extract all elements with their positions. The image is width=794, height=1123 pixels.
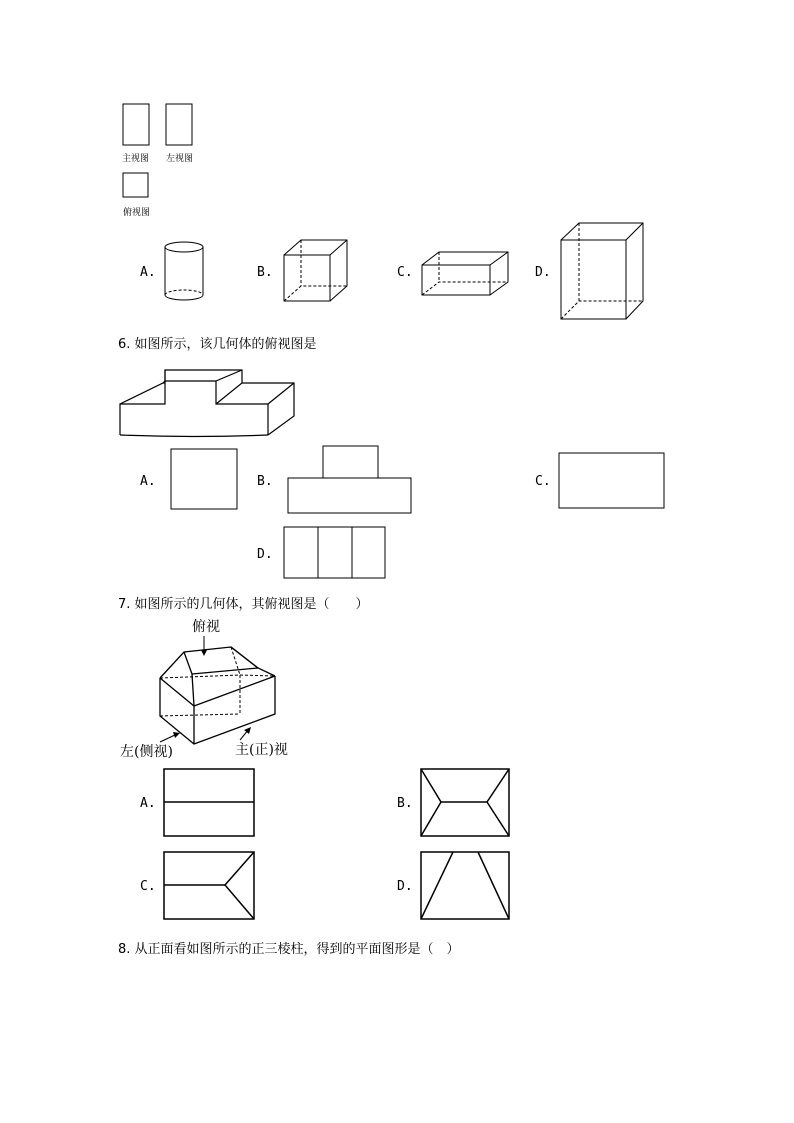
q7-front-view-label: 主(正)视 (235, 742, 288, 758)
q5-option-b-cube[interactable] (282, 238, 350, 304)
q6-option-d-label[interactable]: D. (257, 547, 273, 562)
left-view-figure (165, 103, 195, 147)
q7-left-view-label: 左(侧视) (120, 744, 173, 760)
q7-option-c-label[interactable]: C. (140, 879, 156, 894)
q6-option-d-three-panels[interactable] (283, 526, 389, 582)
q8-question-text: 8. 从正面看如图所示的正三棱柱，得到的平面图形是（ ） (118, 942, 460, 957)
q5-option-c-flat-box[interactable] (420, 250, 514, 298)
q7-option-d-figure[interactable] (420, 851, 512, 923)
front-view-figure (122, 103, 152, 147)
q5-option-b-label[interactable]: B. (257, 265, 273, 280)
q7-option-d-label[interactable]: D. (397, 879, 413, 894)
q5-option-a-cylinder[interactable] (162, 240, 212, 304)
q6-option-b-stepped[interactable] (287, 445, 415, 517)
q6-option-c-rectangle[interactable] (558, 452, 668, 512)
q6-question-text: 6. 如图所示，该几何体的俯视图是 (118, 337, 317, 352)
top-view-figure (122, 172, 150, 200)
q5-option-a-label[interactable]: A. (140, 265, 156, 280)
q7-question-text: 7. 如图所示的几何体，其俯视图是（ ） (118, 597, 369, 612)
q7-roof-solid-figure (140, 630, 290, 748)
q7-option-a-label[interactable]: A. (140, 796, 156, 811)
q7-option-c-figure[interactable] (163, 851, 258, 923)
q6-solid-figure (118, 356, 298, 440)
front-view-label: 主视图 (122, 154, 150, 164)
q6-option-c-label[interactable]: C. (535, 474, 551, 489)
q6-option-a-square[interactable] (170, 448, 240, 512)
q6-option-a-label[interactable]: A. (140, 474, 156, 489)
left-view-label: 左视图 (166, 154, 194, 164)
q5-option-d-label[interactable]: D. (535, 265, 551, 280)
q6-option-b-label[interactable]: B. (257, 474, 273, 489)
q7-option-b-label[interactable]: B. (397, 796, 413, 811)
q7-option-b-figure[interactable] (420, 768, 512, 840)
q7-option-a-figure[interactable] (163, 768, 259, 840)
q7-top-view-label: 俯视 (192, 619, 220, 635)
q5-option-d-tall-box[interactable] (560, 222, 646, 322)
q5-option-c-label[interactable]: C. (397, 265, 413, 280)
top-view-label: 俯视图 (123, 208, 151, 218)
